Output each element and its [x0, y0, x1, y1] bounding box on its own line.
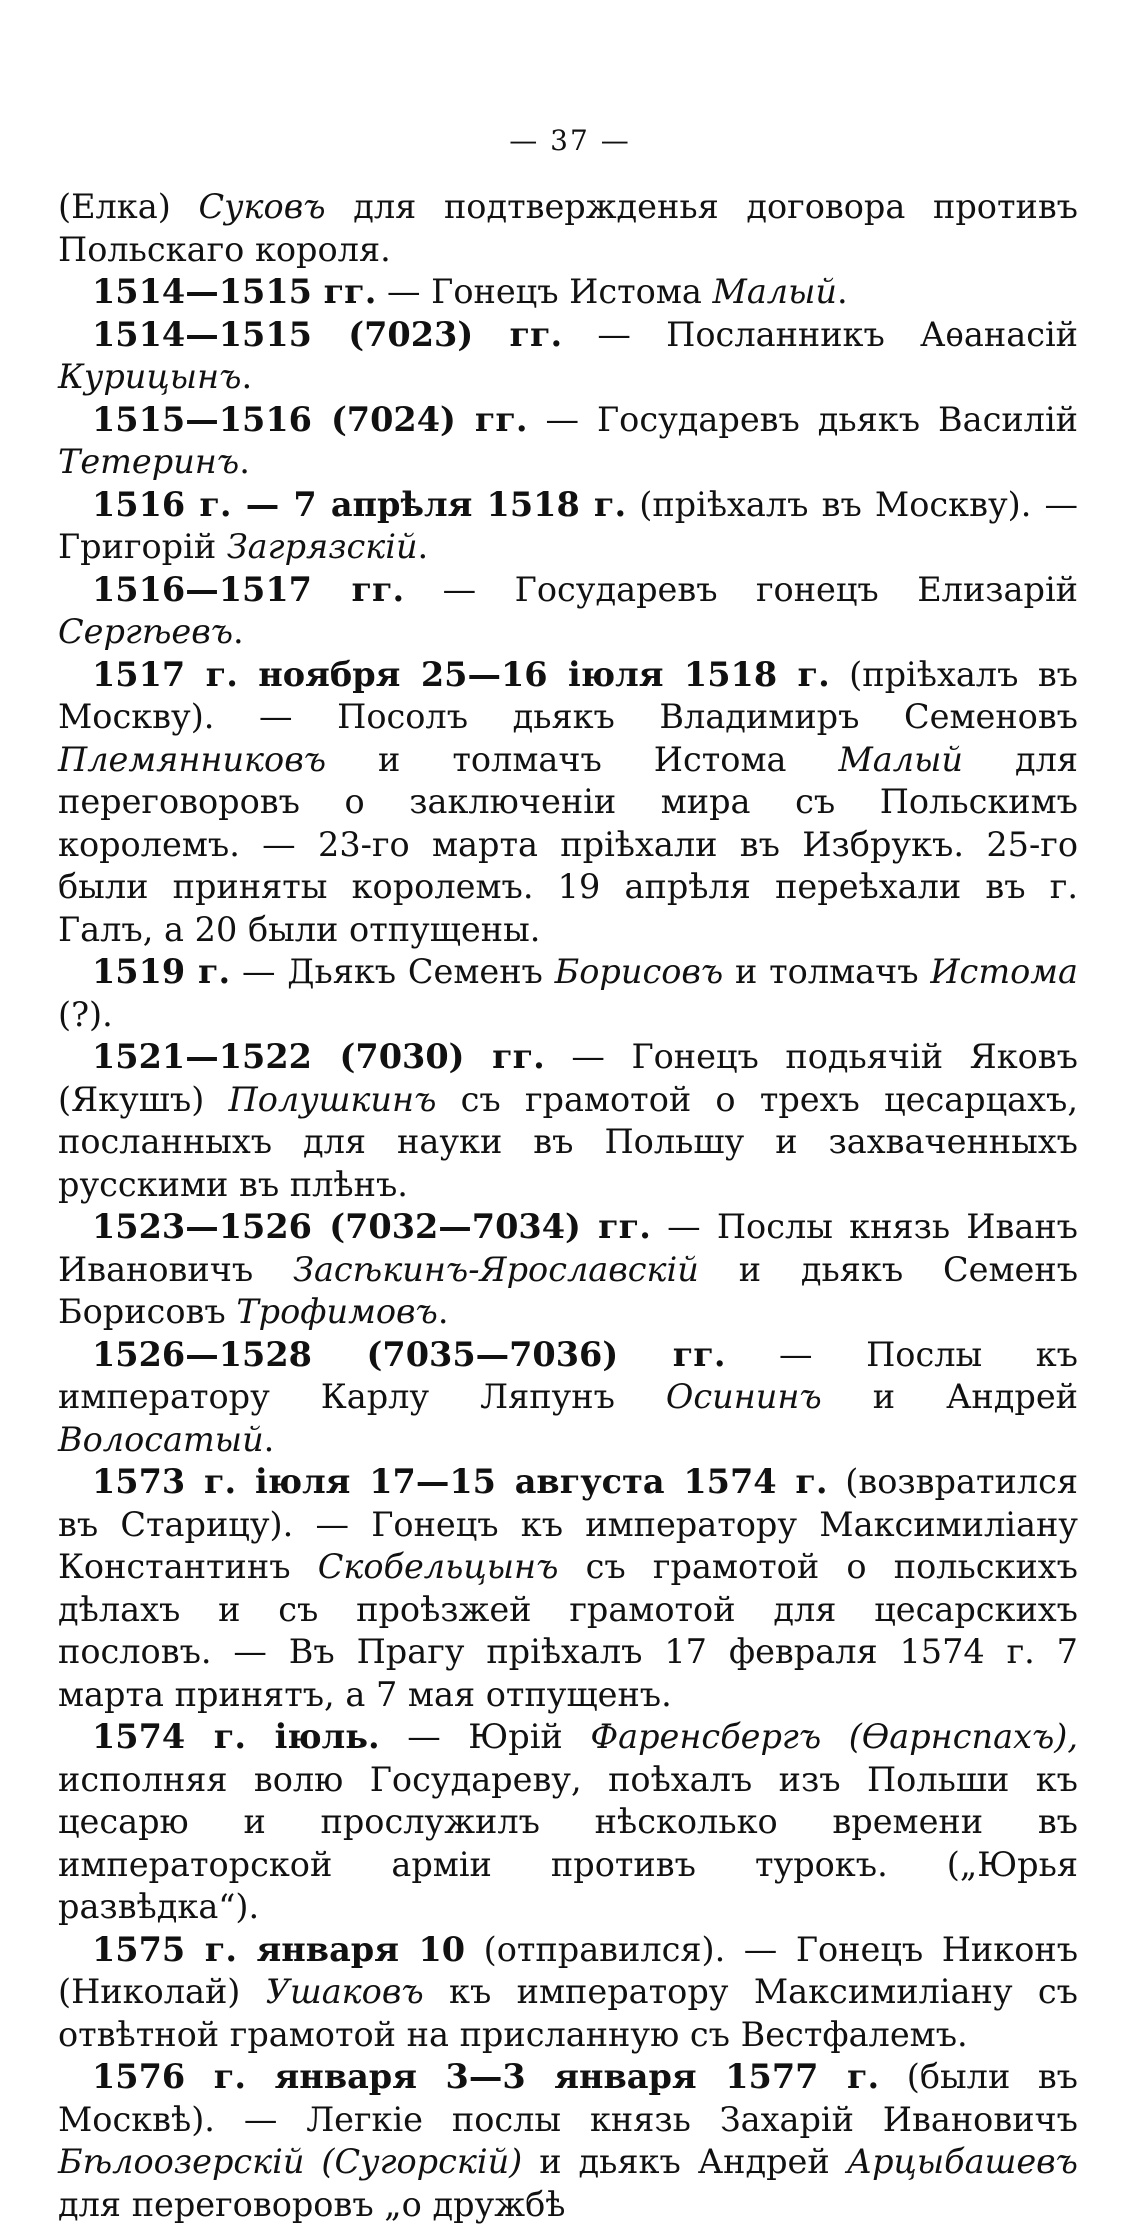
entry-1517-1518: 1517 г. ноября 25—16 іюля 1518 г. (пріѣхалъ въ Москву). — Посолъ дьякъ Владимиръ Семеновъ Племянниковъ и толмачъ Истома Малый для переговоровъ о заключеніи мира съ Польскимъ королемъ. — 23-го марта пріѣхали въ Избрукъ. 25-го были приняты королемъ. 19 апрѣля переѣхали въ г. Галъ, а 20 были отпущены.: [58, 654, 1078, 949]
entry-1514-1515-7023: 1514—1515 (7023) гг. — Посланникъ Аѳанасій Курицынъ.: [58, 314, 1078, 396]
entry-elka-sukov: (Елка) Суковъ для подтвержденья договора противъ Польскаго короля.: [58, 187, 1078, 269]
chronicle-text: [58, 186, 1078, 2226]
entry-1575: 1575 г. января 10 (отправился). — Гонецъ Никонъ (Николай) Ушаковъ къ императору Максимиліану съ отвѣтной грамотой на присланную съ Вестфалемъ.: [58, 1929, 1079, 2054]
entry-1514-1515: 1514—1515 гг. — Гонецъ Истома Малый.: [92, 272, 848, 311]
entry-1573-1574: 1573 г. іюля 17—15 августа 1574 г. (возвратился въ Старицу). — Гонецъ къ императору Максимиліану Константинъ Скобельцынъ съ грамотой о польскихъ дѣлахъ и съ проѣзжей грамотой для цесарскихъ пословъ. — Въ Прагу пріѣхалъ 17 февраля 1574 г. 7 марта принятъ, а 7 мая отпущенъ.: [58, 1462, 1078, 1714]
entry-1519: 1519 г. — Дьякъ Семенъ Борисовъ и толмачъ Истома (?).: [58, 952, 1079, 1034]
entry-1576-1577: 1576 г. января 3—3 января 1577 г. (были въ Москвѣ). — Легкіе послы князь Захарій Ивановичъ Бѣлоозерскій (Сугорскій) и дьякъ Андрей Арцыбашевъ для переговоровъ „о дружбѣ: [58, 2057, 1079, 2224]
entry-1526-1528: 1526—1528 (7035—7036) гг. — Послы къ императору Карлу Ляпунъ Осининъ и Андрей Волосатый.: [58, 1334, 1078, 1459]
entry-1574-july: 1574 г. іюль. — Юрій Фаренсбергъ (Ѳарнспахъ), исполняя волю Государеву, поѣхалъ изъ Польши къ цесарю и прослужилъ нѣсколько времени въ императорской арміи противъ турокъ. („Юрья развѣдка“).: [58, 1717, 1078, 1926]
page-number: — 37 —: [509, 124, 631, 157]
entry-1516-1517: 1516—1517 гг. — Государевъ гонецъ Елизарій Сергѣевъ.: [58, 569, 1079, 651]
entry-1515-1516-7024: 1515—1516 (7024) гг. — Государевъ дьякъ Василій Тетеринъ.: [58, 399, 1078, 481]
entry-1516-1518: 1516 г. — 7 апрѣля 1518 г. (пріѣхалъ въ Москву). — Григорій Загрязскій.: [58, 484, 1079, 566]
entry-1521-1522-7030: 1521—1522 (7030) гг. — Гонецъ подьячій Яковъ (Якушъ) Полушкинъ съ грамотой о трехъ цесарцахъ, посланныхъ для науки въ Польшу и захваченныхъ русскими въ плѣнъ.: [58, 1037, 1079, 1204]
entry-1523-1526: 1523—1526 (7032—7034) гг. — Послы князь Иванъ Ивановичъ Засѣкинъ-Ярославскій и дьякъ Семенъ Борисовъ Трофимовъ.: [58, 1207, 1079, 1331]
